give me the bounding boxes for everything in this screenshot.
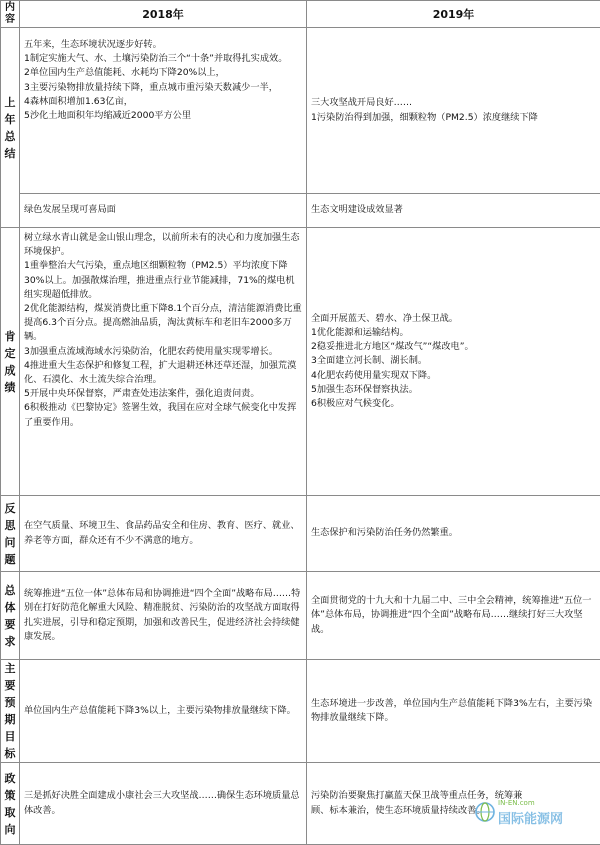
cell-policy-2019: 污染防治要聚焦打赢蓝天保卫战等重点任务，统筹兼顾、标本兼治，使生态环境质量持续改善。 — [307, 763, 600, 845]
cell-last-year-2019 — [307, 28, 600, 194]
cell-overall-2018: 统筹推进“五位一体”总体布局和协调推进“四个全面”战略布局……特别在打好防范化解重大风险、精准脱贫、污染防治的攻坚战方面取得扎实进展，引导和稳定预期，加强和改善民生，促进经济社会持续健康发展。 — [20, 572, 307, 660]
cell-achievements-2019 — [307, 228, 600, 496]
text-line: 2稳妥推进北方地区“煤改气”“煤改电”。 — [311, 340, 596, 354]
text-line: 6积极应对气候变化。 — [311, 397, 596, 411]
text-line: 4化肥农药使用量实现双下降。 — [311, 369, 596, 383]
watermark — [474, 799, 594, 825]
header-2019: 2019年 — [307, 1, 600, 28]
row-reflection — [1, 496, 600, 572]
text-line: 3加强重点流域海域水污染防治，化肥农药使用量实现零增长。 — [24, 345, 302, 359]
text-line: 4推进重大生态保护和修复工程，扩大退耕还林还草还湿，加强荒漠化、石漠化、水土流失综合治理。 — [24, 359, 302, 387]
cell-targets-2019: 生态环境进一步改善，单位国内生产总值能耗下降3%左右，主要污染物排放量继续下降。 — [307, 660, 600, 763]
text-line: 树立绿水青山就是金山银山理念，以前所未有的决心和力度加强生态环境保护。 — [24, 231, 302, 259]
cell-last-year-sub-2018: 绿色发展呈现可喜局面 — [20, 194, 307, 228]
text-line: 三大攻坚战开局良好…… — [311, 96, 596, 110]
row-overall — [1, 572, 600, 660]
text-line: 3全面建立河长制、湖长制。 — [311, 354, 596, 368]
text-line: 全面开展蓝天、碧水、净土保卫战。 — [311, 312, 596, 326]
label-achievements: 肯定成绩 — [1, 228, 20, 496]
text-line: 6积极推动《巴黎协定》签署生效，我国在应对全球气候变化中发挥了重要作用。 — [24, 401, 302, 429]
label-policy: 政策取向 — [1, 763, 20, 845]
row-last-year — [1, 28, 600, 194]
text-line: 1制定实施大气、水、土壤污染防治三个“十条”并取得扎实成效。 — [24, 52, 302, 66]
row-last-year-sub — [1, 194, 600, 228]
cell-achievements-2018 — [20, 228, 307, 496]
text-line: 1重拳整治大气污染，重点地区细颗粒物（PM2.5）平均浓度下降30%以上。加强散煤治理，推进重点行业节能减排，71%的煤电机组实现超低排放。 — [24, 259, 302, 302]
row-targets — [1, 660, 600, 763]
text-line: 3主要污染物排放量持续下降，重点城市重污染天数减少一半， — [24, 81, 302, 95]
text-line: 1优化能源和运输结构。 — [311, 326, 596, 340]
cell-last-year-2018 — [20, 28, 307, 194]
label-overall: 总体要求 — [1, 572, 20, 660]
cell-reflection-2018: 在空气质量、环境卫生、食品药品安全和住房、教育、医疗、就业、养老等方面，群众还有不少不满意的地方。 — [20, 496, 307, 572]
label-last-year: 上年总结 — [1, 28, 20, 228]
text-line: 1污染防治得到加强，细颗粒物（PM2.5）浓度继续下降 — [311, 111, 596, 125]
watermark-title: 国际能源网 — [498, 808, 563, 827]
cell-policy-2018: 三是抓好决胜全面建成小康社会三大攻坚战……确保生态环境质量总体改善。 — [20, 763, 307, 845]
globe-logo-icon — [474, 801, 496, 823]
header-2018: 2018年 — [20, 1, 307, 28]
label-targets: 主要预期目标 — [1, 660, 20, 763]
text-line: 2优化能源结构，煤炭消费比重下降8.1个百分点，清洁能源消费比重提高6.3个百分点。提高燃油品质，淘汰黄标车和老旧车2000多万辆。 — [24, 302, 302, 345]
text-line: 5开展中央环保督察，严肃查处违法案件，强化追责问责。 — [24, 387, 302, 401]
cell-overall-2019: 全面贯彻党的十九大和十九届二中、三中全会精神，统筹推进“五位一体”总体布局，协调推进“四个全面”战略布局……继续打好三大攻坚战。 — [307, 572, 600, 660]
header-content: 内容 — [1, 1, 20, 28]
label-reflection: 反思问题 — [1, 496, 20, 572]
text-line: 5沙化土地面积年均缩减近2000平方公里 — [24, 109, 302, 123]
watermark-brand: IN-EN.com — [498, 799, 535, 807]
row-achievements — [1, 228, 600, 496]
cell-reflection-2019: 生态保护和污染防治任务仍然繁重。 — [307, 496, 600, 572]
text-line: 2单位国内生产总值能耗、水耗均下降20%以上， — [24, 66, 302, 80]
cell-last-year-sub-2019: 生态文明建设成效显著 — [307, 194, 600, 228]
text-line: 5加强生态环保督察执法。 — [311, 383, 596, 397]
text-line: 五年来，生态环境状况逐步好转。 — [24, 38, 302, 52]
header-row — [1, 1, 600, 28]
cell-targets-2018: 单位国内生产总值能耗下降3%以上，主要污染物排放量继续下降。 — [20, 660, 307, 763]
text-line: 4森林面积增加1.63亿亩， — [24, 95, 302, 109]
